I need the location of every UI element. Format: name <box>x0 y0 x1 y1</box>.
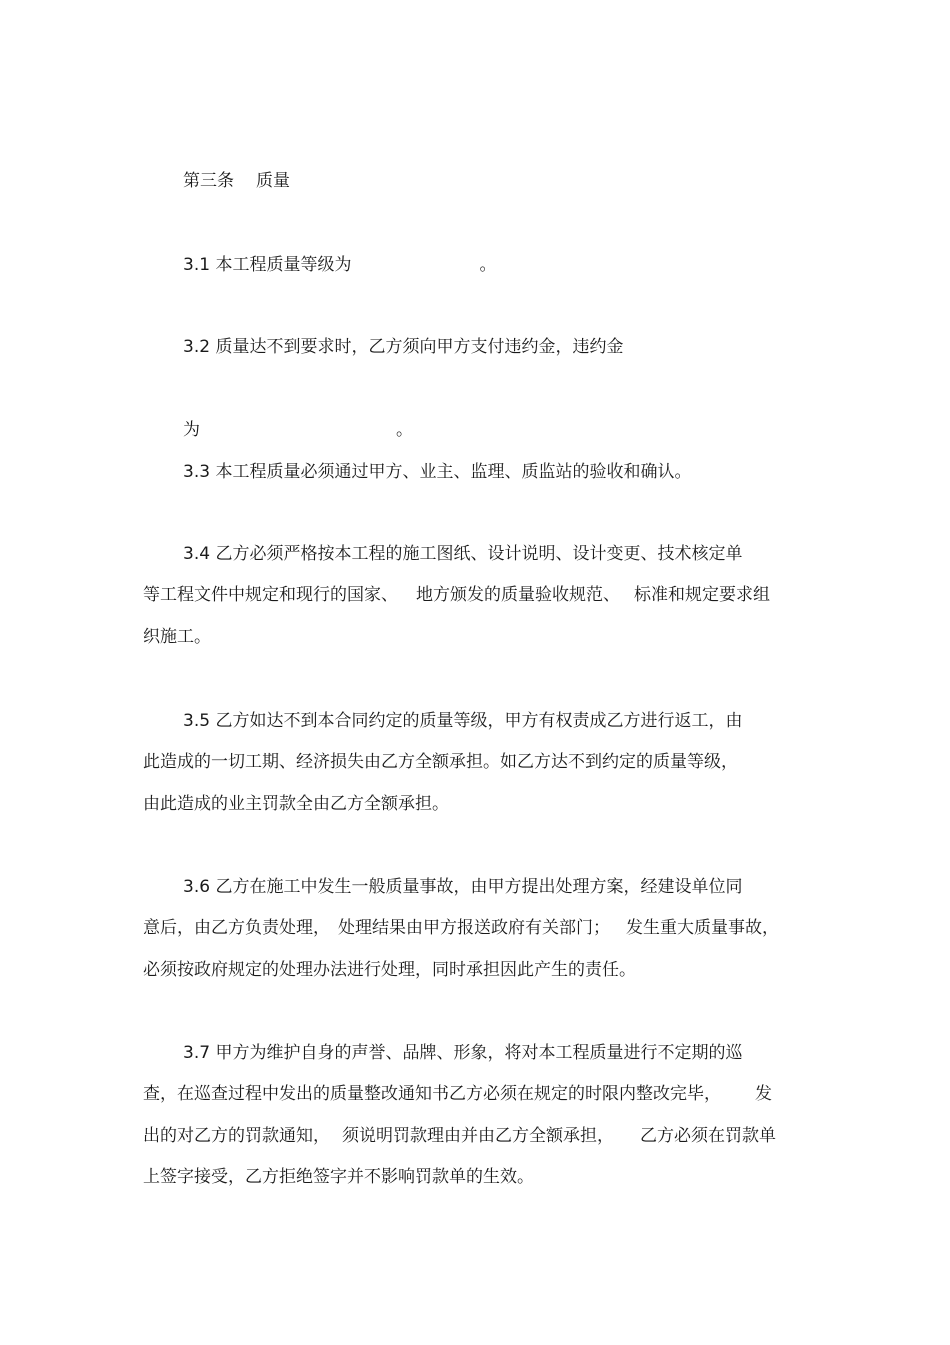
clause-text: 上签字接受，乙方拒绝签字并不影响罚款单的生效。 <box>143 1167 534 1187</box>
clause-text: 须说明罚款理由并由乙方全额承担， <box>342 1126 614 1146</box>
article-heading <box>183 170 290 192</box>
clause-3-3 <box>183 461 691 483</box>
clause-3-7-line4 <box>143 1166 534 1188</box>
clause-number: 3.1 <box>183 255 211 275</box>
clause-text: 由此造成的业主罚款全由乙方全额承担。 <box>143 794 449 814</box>
clause-3-4 <box>183 543 742 565</box>
clause-text: 发 <box>755 1084 772 1104</box>
clause-number: 3.4 <box>183 544 211 564</box>
clause-3-7-line2 <box>143 1083 772 1105</box>
clause-text: 乙方必须严格按本工程的施工图纸、设计说明、设计变更、技术核定单 <box>215 544 743 564</box>
clause-3-7 <box>183 1042 742 1064</box>
clause-number: 3.6 <box>183 877 211 897</box>
clause-text: 出的对乙方的罚款通知， <box>143 1126 330 1146</box>
clause-3-2 <box>183 336 623 358</box>
clause-number: 3.2 <box>183 337 211 357</box>
clause-3-7-line3 <box>143 1125 776 1147</box>
clause-text: 处理结果由甲方报送政府有关部门； <box>338 918 610 938</box>
clause-3-6-line2 <box>143 917 779 939</box>
clause-3-1 <box>183 254 496 276</box>
article-title: 质量 <box>256 171 290 191</box>
clause-text: 意后，由乙方负责处理， <box>143 918 330 938</box>
clause-3-2-line2 <box>183 419 413 441</box>
clause-text: 此造成的一切工期、经济损失由乙方全额承担。如乙方达不到约定的质量等级， <box>143 752 738 772</box>
clause-3-5 <box>183 710 742 732</box>
clause-3-4-line3 <box>143 626 211 648</box>
clause-text: 本工程质量等级为 <box>215 255 352 275</box>
clause-3-6-line3 <box>143 959 636 981</box>
clause-number: 3.3 <box>183 462 211 482</box>
clause-text: 乙方必须在罚款单 <box>640 1126 776 1146</box>
clause-text: 查，在巡查过程中发出的质量整改通知书乙方必须在规定的时限内整改完毕， <box>143 1084 721 1104</box>
clause-text: 乙方如达不到本合同约定的质量等级，甲方有权责成乙方进行返工，由 <box>215 711 743 731</box>
clause-text: 质量达不到要求时，乙方须向甲方支付违约金，违约金 <box>215 337 624 357</box>
clause-number: 3.5 <box>183 711 211 731</box>
clause-end: 。 <box>396 420 413 440</box>
article-number: 第三条 <box>183 171 234 191</box>
clause-end: 。 <box>479 255 497 275</box>
clause-number: 3.7 <box>183 1043 211 1063</box>
clause-3-5-line3 <box>143 793 449 815</box>
clause-text: 发生重大质量事故， <box>626 918 779 938</box>
clause-text: 标准和规定要求组 <box>634 585 770 605</box>
clause-text: 地方颁发的质量验收规范、 <box>416 585 620 605</box>
clause-3-5-line2 <box>143 751 738 773</box>
clause-text: 甲方为维护自身的声誉、品牌、形象，将对本工程质量进行不定期的巡 <box>215 1043 743 1063</box>
clause-text: 本工程质量必须通过甲方、业主、监理、质监站的验收和确认。 <box>215 462 692 482</box>
clause-3-4-line2 <box>143 584 770 606</box>
clause-text: 乙方在施工中发生一般质量事故，由甲方提出处理方案，经建设单位同 <box>215 877 743 897</box>
clause-3-6 <box>183 876 742 898</box>
clause-text: 必须按政府规定的处理办法进行处理，同时承担因此产生的责任。 <box>143 960 636 980</box>
clause-text: 为 <box>183 420 200 440</box>
clause-text: 织施工。 <box>143 627 211 647</box>
clause-text: 等工程文件中规定和现行的国家、 <box>143 585 398 605</box>
